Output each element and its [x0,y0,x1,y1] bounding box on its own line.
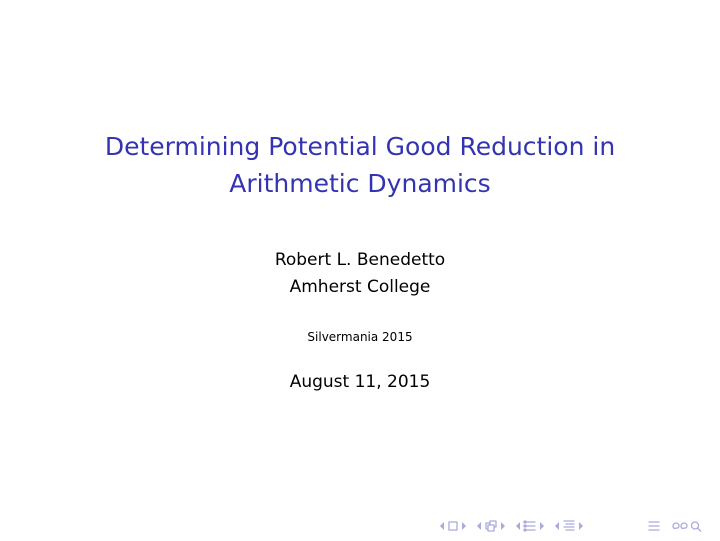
presentation-date: August 11, 2015 [289,372,431,392]
section-icon[interactable] [524,521,535,531]
title-line-2: Arithmetic Dynamics [229,169,491,198]
overview-icon[interactable] [649,522,659,530]
beamer-navigation-bar [437,518,715,534]
section-next-icon[interactable] [540,522,544,530]
section-prev-icon[interactable] [516,522,520,530]
subsection-icon[interactable] [486,521,496,531]
title-line-1: Determining Potential Good Reduction in [104,132,616,161]
frame-next-icon[interactable] [462,522,466,530]
slide-next-icon[interactable] [579,522,583,530]
event-name: Silvermania 2015 [307,330,413,344]
subsection-prev-icon[interactable] [477,522,481,530]
institution-name: Amherst College [289,277,431,297]
author-name: Robert L. Benedetto [274,250,446,270]
frame-prev-icon[interactable] [440,522,444,530]
slide-title [0,128,720,202]
slide-prev-icon[interactable] [555,522,559,530]
author-block [0,247,720,301]
frame-icon[interactable] [449,522,457,530]
subsection-next-icon[interactable] [501,522,505,530]
slide-icon[interactable] [564,521,574,530]
search-icon[interactable] [673,522,701,531]
